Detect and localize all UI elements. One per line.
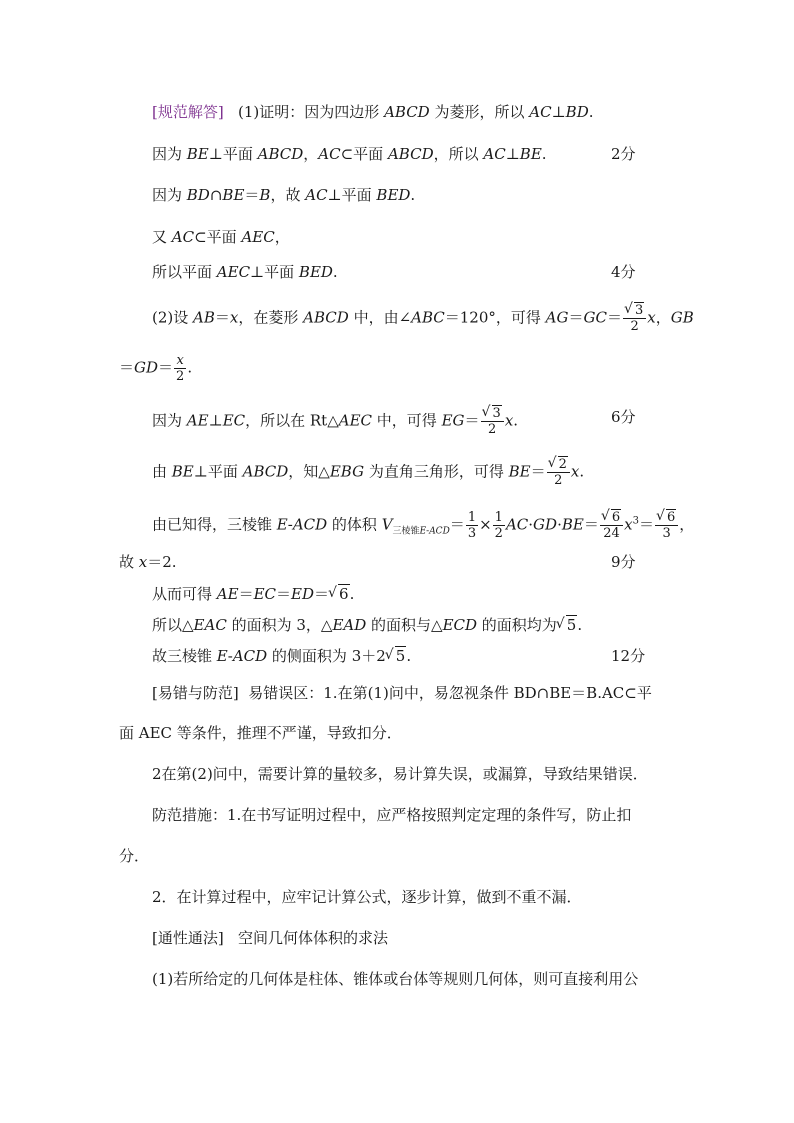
yicuo-line-5: 分．: [119, 847, 150, 865]
sqrt-5-b: √ 5: [386, 645, 407, 667]
score-2: 2分: [611, 145, 636, 163]
section-label-guifan: [规范解答]: [152, 103, 224, 121]
solution-line-4: 又 AC⊂平面 AEC，: [152, 228, 290, 246]
fraction-sqrt3-over-2: √ $\frac{3}{2}$: [623, 303, 646, 334]
solution-line-5: 所以平面 AEC⊥平面 BED.: [152, 263, 338, 281]
sqrt-5: √ 5: [557, 614, 578, 636]
fraction-sqrt2-over-2: √ $\frac{2}{2}$: [547, 457, 570, 488]
fraction-sqrt6-over-3: √ $\frac{6}{3}$: [655, 510, 678, 541]
fraction-sqrt6-over-24: √ $\frac{6}{24}$: [600, 510, 623, 541]
yicuo-line-1: [152, 682, 652, 704]
solution-line-13: 所以△EAC 的面积为 3，△EAD 的面积与△ECD 的面积均为√ 5.: [152, 614, 582, 636]
fraction-1-over-2: $\frac{1}{2}$: [494, 510, 503, 541]
solution-line-3: 因为 BD∩BE＝B，故 AC⊥平面 BED.: [152, 186, 416, 204]
yicuo-line-3: 2在第(2)问中，需要计算的量较多，易计算失误，或漏算，导致结果错误．: [152, 765, 648, 783]
solution-line-1: [152, 101, 594, 123]
solution-line-11: 故 x＝2.: [119, 553, 177, 571]
solution-line-7: ＝GD＝ $\frac{x}{2}$ .: [119, 353, 193, 384]
fraction-sqrt3-over-2-b: √ $\frac{3}{2}$: [481, 406, 504, 437]
fraction-1-over-3: $\frac{1}{3}$: [467, 510, 477, 541]
proof-text-1: (1)证明：因为四边形 ABCD 为菱形，所以 AC⊥BD.: [228, 103, 594, 121]
solution-line-10: 由已知得，三棱锥 E-ACD 的体积 $V_{三棱锥E-ACD}=$ $\frac{1}{3}$ × $\frac{1}{2}$ AC·GD·BE＝ √ $\frac{6}{24}$ $x^3=$ √ $\frac{6}{3}$ ，: [152, 510, 694, 543]
sqrt-6: √ 6: [329, 583, 350, 605]
yicuo-line-4: 防范措施：1.在书写证明过程中，应严格按照判定定理的条件写，防止扣: [152, 806, 632, 824]
score-9: 9分: [611, 553, 636, 571]
solution-line-12: 从而可得 AE＝EC＝ED＝√ 6.: [152, 583, 354, 605]
solution-line-9: 由 BE⊥平面 ABCD，知△EBG 为直角三角形，可得 BE＝ √ $\frac{2}{2}$ x.: [152, 457, 584, 488]
solution-line-2: 因为 BE⊥平面 ABCD，AC⊂平面 ABCD，所以 AC⊥BE.: [152, 145, 547, 163]
yicuo-line-2: 面 AEC 等条件，推理不严谨，导致扣分．: [119, 724, 402, 742]
tongxing-title: 空间几何体体积的求法: [238, 929, 389, 947]
score-6: 6分: [611, 408, 636, 426]
fraction-x-over-2: $\frac{x}{2}$: [176, 353, 185, 384]
score-4: 4分: [611, 263, 636, 281]
yicuo-line-6: 2．在计算过程中，应牢记计算公式，逐步计算，做到不重不漏．: [152, 888, 582, 906]
solution-line-8: 因为 AE⊥EC，所以在 Rt△AEC 中，可得 EG＝ √ $\frac{3}{2}$ x.: [152, 406, 518, 437]
section-label-tongxing: [通性通法]: [152, 929, 224, 947]
solution-line-14: 故三棱锥 E-ACD 的侧面积为 3＋2√ 5.: [152, 645, 411, 667]
score-12: 12分: [611, 647, 646, 665]
tongxing-header: [152, 927, 388, 949]
solution-line-6: (2)设 AB＝x，在菱形 ABCD 中，由∠ABC＝120°，可得 AG＝GC＝ √ $\frac{3}{2}$ x，GB: [152, 303, 694, 334]
tongxing-line-1: (1)若所给定的几何体是柱体、锥体或台体等规则几何体，则可直接利用公: [152, 970, 639, 988]
section-label-yicuo: [易错与防范]: [152, 684, 239, 702]
yicuo-text-1: 易错误区：1.在第(1)问中，易忽视条件 BD∩BE＝B.AC⊂平: [248, 684, 652, 702]
